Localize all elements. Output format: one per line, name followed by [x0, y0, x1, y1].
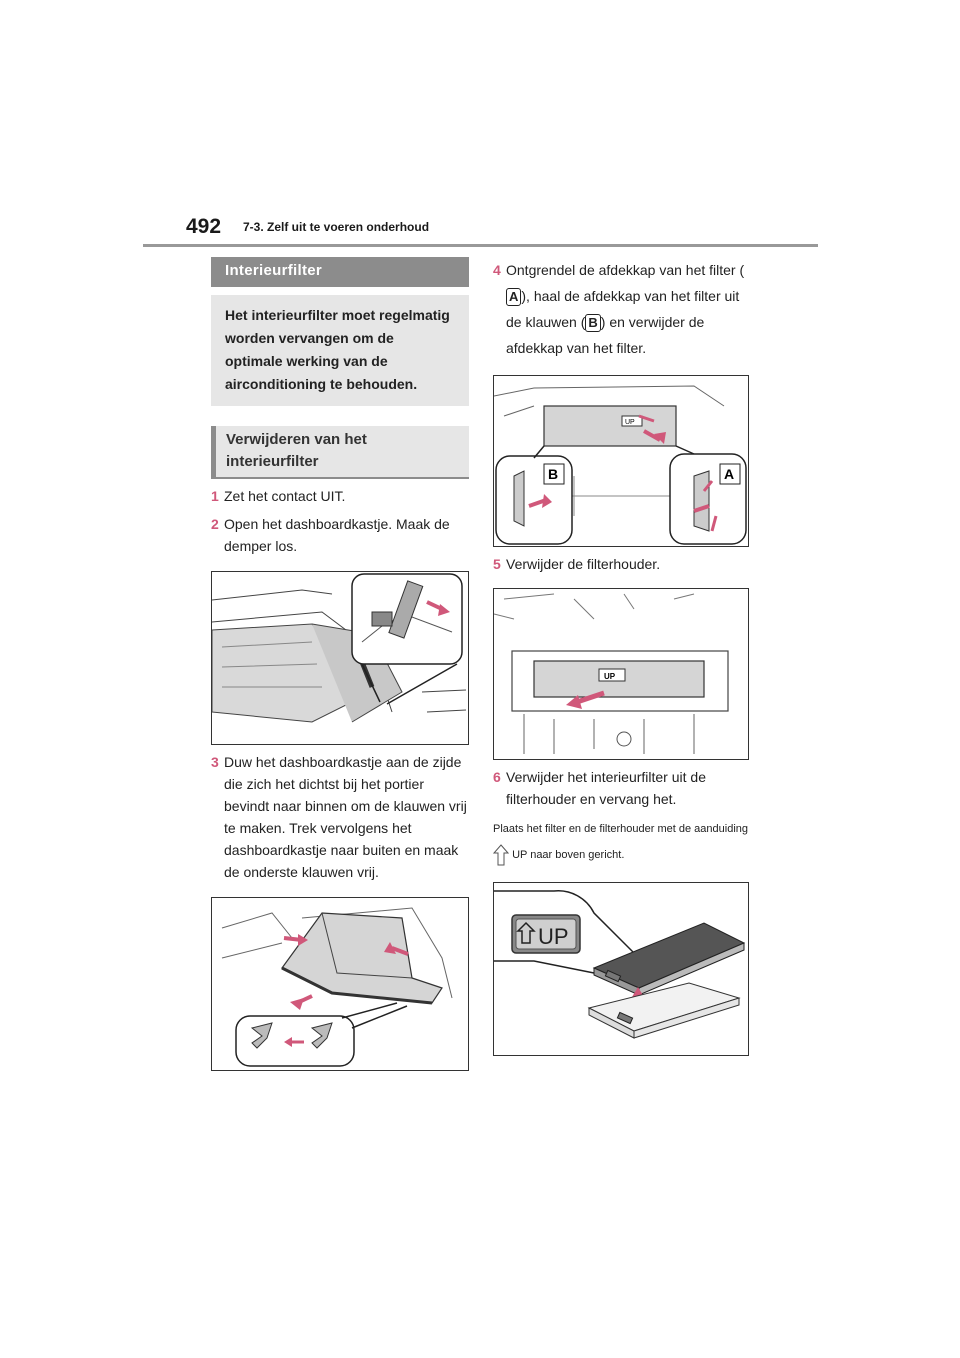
figure-damper	[211, 571, 469, 745]
step-number: 1	[211, 488, 219, 504]
fig-up-label: UP	[625, 419, 635, 426]
step-2	[211, 513, 469, 557]
step-text: Open het dashboardkastje. Maak de demper los.	[224, 516, 450, 554]
figure-filter-cover	[493, 375, 749, 547]
step-text: Zet het contact UIT.	[224, 488, 346, 504]
section-heading: Interieurfilter	[211, 257, 469, 287]
intro-box: Het interieurfilter moet regelmatig worden vervangen om de optimale werking van de airconditioning te behouden.	[211, 295, 469, 406]
fig-label-b: B	[548, 466, 559, 482]
figure-filter-up-marking	[493, 882, 749, 1056]
damper-illustration	[212, 572, 468, 744]
step-number: 4	[493, 262, 501, 278]
figure-glovebox-claws	[211, 897, 469, 1071]
section-title: 7-3. Zelf uit te voeren onderhoud	[243, 220, 430, 234]
fig-label-a: A	[724, 466, 735, 482]
step-number: 5	[493, 556, 501, 572]
left-column	[211, 257, 469, 1071]
step-number: 3	[211, 754, 219, 770]
step-3	[211, 751, 469, 883]
page-number: 492	[186, 215, 222, 238]
header-divider	[143, 244, 818, 247]
fig-up-label: UP	[604, 672, 616, 681]
label-a-marker: A	[506, 288, 521, 306]
filter-cover-illustration	[494, 376, 748, 546]
figure-filter-holder	[493, 588, 749, 760]
subsection-divider	[211, 477, 469, 479]
step-text: Verwijder het interieurfilter uit de filterhouder en vervang het.	[506, 769, 706, 807]
filter-up-illustration	[494, 883, 748, 1055]
step-number: 6	[493, 769, 501, 785]
step-6	[493, 766, 749, 810]
step-1	[211, 485, 469, 507]
note-text: Plaats het filter en de filterhouder met de aanduiding UP naar boven gericht.	[493, 816, 749, 868]
glovebox-illustration	[212, 898, 468, 1070]
step-text: Ontgrendel de afdekkap van het filter (A ), haal de afdekkap van het filter uit de klauwen ( B ) en verwijder de afdekkap van het filter.	[506, 262, 745, 356]
step-4	[493, 257, 749, 361]
fig-up-label: UP	[538, 924, 569, 949]
up-arrow-icon	[493, 844, 509, 866]
subsection-heading: Verwijderen van het interieurfilter	[211, 426, 469, 477]
label-b-marker: B	[585, 314, 600, 332]
step-5	[493, 553, 749, 575]
right-column	[493, 257, 749, 1056]
filter-holder-illustration	[494, 589, 748, 759]
step-text: Verwijder de filterhouder.	[506, 556, 661, 572]
step-number: 2	[211, 516, 219, 532]
step-text: Duw het dashboardkastje aan de zijde die zich het dichtst bij het portier bevindt naar binnen om de klauwen vrij te maken. Trek vervolgens het dashboardkastje naar buiten en maak de onderste klauwen vrij.	[224, 754, 467, 880]
